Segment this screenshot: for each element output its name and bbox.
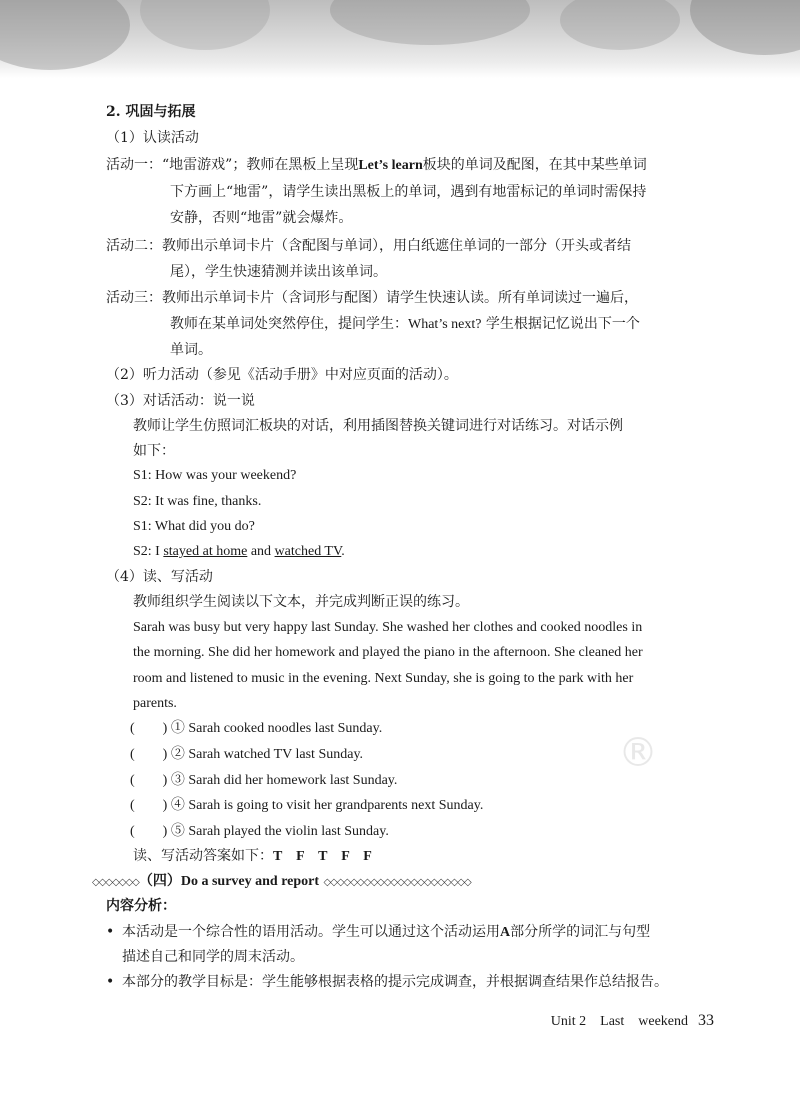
watermark-registered-mark: ® [618, 730, 658, 776]
bullet-icon: • [106, 924, 115, 940]
reading-passage-line2: the morning. She did her homework and played the piano in the afternoon. She cleaned her [133, 645, 643, 660]
exercise-number: ③ [170, 773, 185, 788]
analysis-b1-post: 部分所学的词汇与句型 [510, 924, 651, 940]
activity3-line2-pre: 教师在某单词处突然停住，提问学生： [170, 316, 408, 332]
activity3-line2-post: 学生根据记忆说出下一个 [481, 316, 640, 332]
activity3-line2-en: What’s next? [408, 317, 482, 332]
exercise-item [130, 771, 397, 791]
analysis-bullet-2 [106, 972, 668, 992]
dialogue-line-1: S1: How was your weekend? [133, 468, 297, 483]
s1-heading: （1）认读活动 [106, 130, 199, 146]
analysis-b1-pre: 本活动是一个综合性的语用活动。学生可以通过这个活动运用 [122, 924, 500, 940]
analysis-b1-en: A [500, 925, 511, 940]
activity1-line2: 下方画上“地雷”，请学生读出黑板上的单词，遇到有地雷标记的单词时需保持 [170, 184, 647, 200]
analysis-bullet-1 [106, 922, 650, 943]
exercise-number: ⑤ [170, 824, 185, 839]
analysis-b2-text: 本部分的教学目标是：学生能够根据表格的提示完成调查，并根据调查结果作总结报告。 [122, 974, 668, 990]
exercise-text: Sarah watched TV last Sunday. [188, 747, 364, 762]
s4-heading: （4）读、写活动 [106, 569, 213, 585]
exercise-text: Sarah did her homework last Sunday. [188, 773, 398, 788]
exercise-item [130, 796, 483, 816]
reading-passage-line4: parents. [133, 696, 177, 711]
exercise-text: Sarah cooked noodles last Sunday. [188, 721, 383, 736]
s3-intro-line2: 如下： [133, 443, 175, 459]
exercise-text: Sarah is going to visit her grandparents next Sunday. [188, 798, 484, 813]
reading-passage-line1: Sarah was busy but very happy last Sunday. She washed her clothes and cooked noodles in [133, 620, 643, 635]
activity1-line1 [106, 155, 647, 176]
exercise-bracket: ( ) [130, 798, 168, 813]
dialogue-line-3: S1: What did you do? [133, 519, 255, 534]
part4-heading [92, 871, 471, 893]
activity1-line1-en: Let’s learn [358, 158, 423, 173]
exercise-text: Sarah played the violin last Sunday. [188, 824, 389, 839]
footer-unit: Unit 2 Last weekend [550, 1014, 688, 1029]
activity2-line2: 尾），学生快速猜测并读出该单词。 [170, 264, 387, 280]
exercise-number: ① [170, 721, 185, 736]
exercise-bracket: ( ) [130, 824, 168, 839]
s3-intro-line1: 教师让学生仿照词汇板块的对话，利用插图替换关键词进行对话练习。对话示例 [133, 418, 623, 434]
exercise-number: ② [170, 747, 185, 762]
activity3-line2 [170, 314, 640, 335]
exercise-bracket: ( ) [130, 721, 168, 736]
activity1-line3: 安静，否则“地雷”就会爆炸。 [170, 210, 353, 226]
activity2-line1: 活动二：教师出示单词卡片（含配图与单词），用白纸遮住单词的一部分（开头或者结 [106, 238, 631, 254]
answer-values: T F T F F [273, 849, 372, 864]
dialogue-underline-2: watched TV [274, 544, 342, 559]
exercise-item [130, 745, 363, 765]
dialogue-line-4-mid: and [247, 544, 275, 559]
dialogue-line-4-post: . [341, 544, 345, 559]
analysis-heading: 内容分析： [106, 898, 176, 914]
exercise-item [130, 822, 389, 842]
answer-line [133, 846, 372, 867]
exercise-number: ④ [170, 798, 185, 813]
s2-heading: （2）听力活动（参见《活动手册》中对应页面的活动）。 [106, 367, 458, 383]
part4-label: （四）Do a survey and report [138, 874, 320, 889]
part4-deco-right: ◇◇◇◇◇◇◇◇◇◇◇◇◇◇◇◇◇◇◇◇◇◇ [323, 877, 471, 888]
page-footer [551, 1010, 714, 1030]
s4-intro: 教师组织学生阅读以下文本，并完成判断正误的练习。 [133, 594, 469, 610]
activity1-line1-post: 板块的单词及配图，在其中某些单词 [422, 157, 647, 173]
exercise-bracket: ( ) [130, 773, 168, 788]
activity1-line1-pre: 活动一：“地雷游戏”；教师在黑板上呈现 [106, 157, 359, 173]
section-title: 2. 巩固与拓展 [106, 104, 196, 120]
exercise-item [130, 719, 382, 739]
page-number: 33 [698, 1012, 714, 1029]
analysis-bullet-1-line2: 描述自己和同学的周末活动。 [122, 949, 304, 965]
reading-passage-line3: room and listened to music in the evening. Next Sunday, she is going to the park with her [133, 671, 634, 686]
activity3-line3: 单词。 [170, 342, 212, 358]
dialogue-line-2: S2: It was fine, thanks. [133, 494, 262, 509]
dialogue-line-4 [133, 542, 345, 562]
dialogue-line-4-pre: S2: I [133, 544, 164, 559]
activity3-line1: 活动三：教师出示单词卡片（含词形与配图）请学生快速认读。所有单词读过一遍后， [106, 290, 638, 306]
answer-label: 读、写活动答案如下： [133, 848, 273, 864]
s3-heading: （3）对话活动：说一说 [106, 393, 255, 409]
part4-deco-left: ◇◇◇◇◇◇◇ [92, 877, 139, 888]
dialogue-underline-1: stayed at home [163, 544, 248, 559]
bullet-icon: • [106, 974, 115, 990]
exercise-bracket: ( ) [130, 747, 168, 762]
